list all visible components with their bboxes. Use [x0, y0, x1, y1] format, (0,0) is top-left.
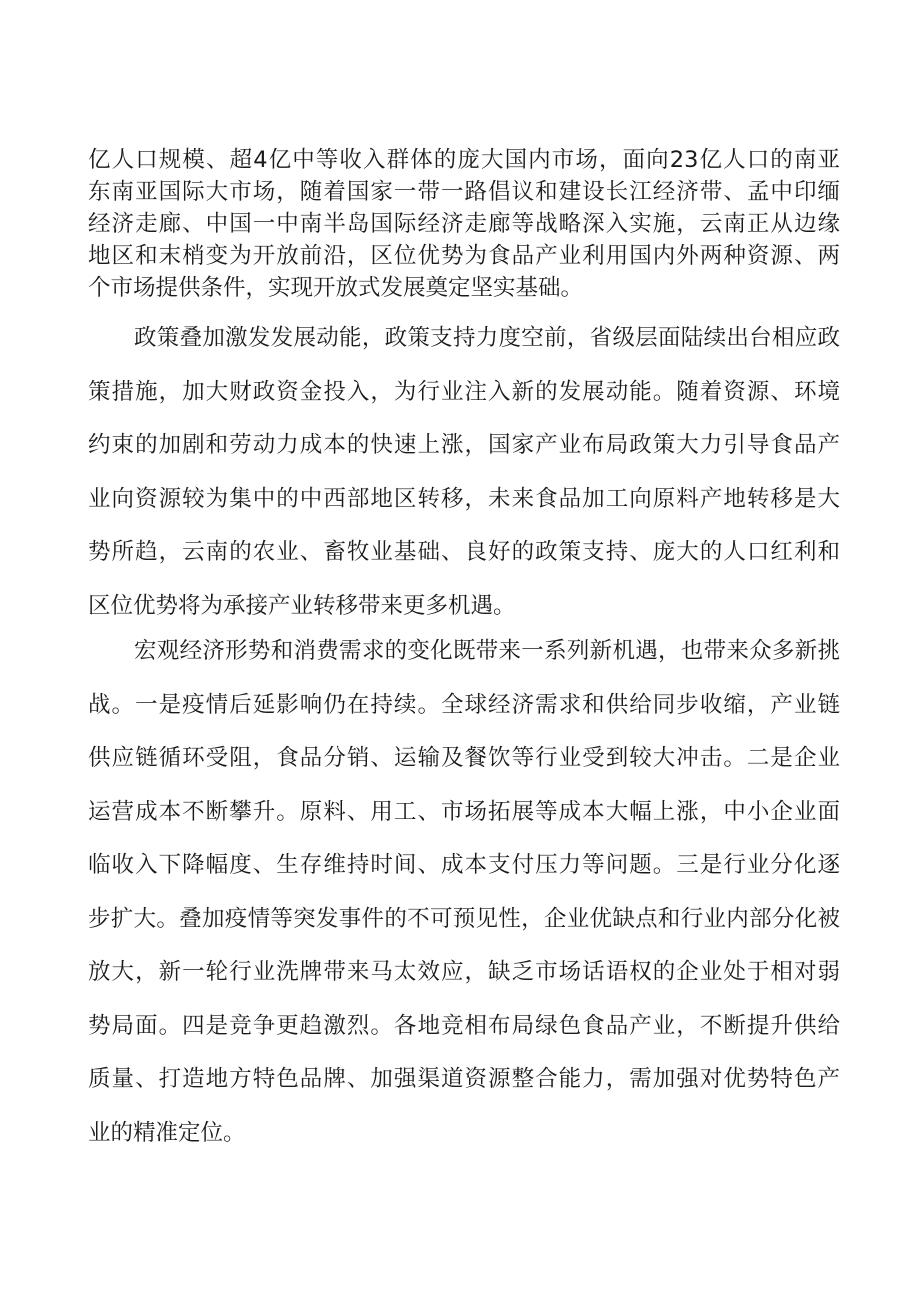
text-line: 亿人口规模、超4亿中等收入群体的庞大国内市场，面向23亿人口的南亚 [88, 147, 840, 173]
text-line: 经济走廊、中国一中南半岛国际经济走廊等战略深入实施，云南正从边缘 [88, 211, 840, 237]
text-line: 放大，新一轮行业洗牌带来马太效应，缺乏市场话语权的企业处于相对弱 [88, 959, 840, 985]
text-line: 质量、打造地方特色品牌、加强渠道资源整合能力，需加强对优势特色产 [88, 1066, 840, 1092]
text-line: 业的精准定位。 [88, 1119, 246, 1146]
text-line: 供应链循环受阻，食品分销、运输及餐饮等行业受到较大冲击。二是企业 [88, 745, 840, 771]
text-line: 步扩大。叠加疫情等突发事件的不可预见性，企业优缺点和行业内部分化被 [88, 905, 840, 932]
text-line: 约束的加剧和劳动力成本的快速上涨，国家产业布局政策大力引导食品产 [88, 432, 840, 458]
paragraph-market-position [88, 144, 840, 304]
text-line: 运营成本不断攀升。原料、用工、市场拓展等成本大幅上涨，中小企业面 [88, 798, 840, 825]
text-line: 业向资源较为集中的中西部地区转移，未来食品加工向原料产地转移是大 [88, 485, 840, 512]
text-line: 宏观经济形势和消费需求的变化既带来一系列新机遇，也带来众多新挑 [134, 638, 840, 664]
paragraph-challenges [88, 631, 840, 1166]
text-line: 势所趋，云南的农业、畜牧业基础、良好的政策支持、庞大的人口红利和 [88, 539, 840, 565]
text-line: 政策叠加激发发展动能，政策支持力度空前，省级层面陆续出台相应政 [134, 325, 840, 351]
paragraph-policy-support [88, 318, 840, 639]
text-line: 战。一是疫情后延影响仍在持续。全球经济需求和供给同步收缩，产业链 [88, 691, 840, 718]
text-line: 策措施，加大财政资金投入，为行业注入新的发展动能。随着资源、环境 [88, 378, 840, 405]
text-line: 势局面。四是竞争更趋激烈。各地竞相布局绿色食品产业，不断提升供给 [88, 1012, 840, 1039]
text-line: 个市场提供条件，实现开放式发展奠定坚实基础。 [88, 275, 584, 301]
text-line: 地区和末梢变为开放前沿，区位优势为食品产业利用国内外两种资源、两 [88, 243, 840, 269]
text-line: 东南亚国际大市场，随着国家一带一路倡议和建设长江经济带、孟中印缅 [88, 179, 840, 205]
text-line: 区位优势将为承接产业转移带来更多机遇。 [88, 592, 516, 619]
text-line: 临收入下降幅度、生存维持时间、成本支付压力等问题。三是行业分化逐 [88, 852, 840, 878]
